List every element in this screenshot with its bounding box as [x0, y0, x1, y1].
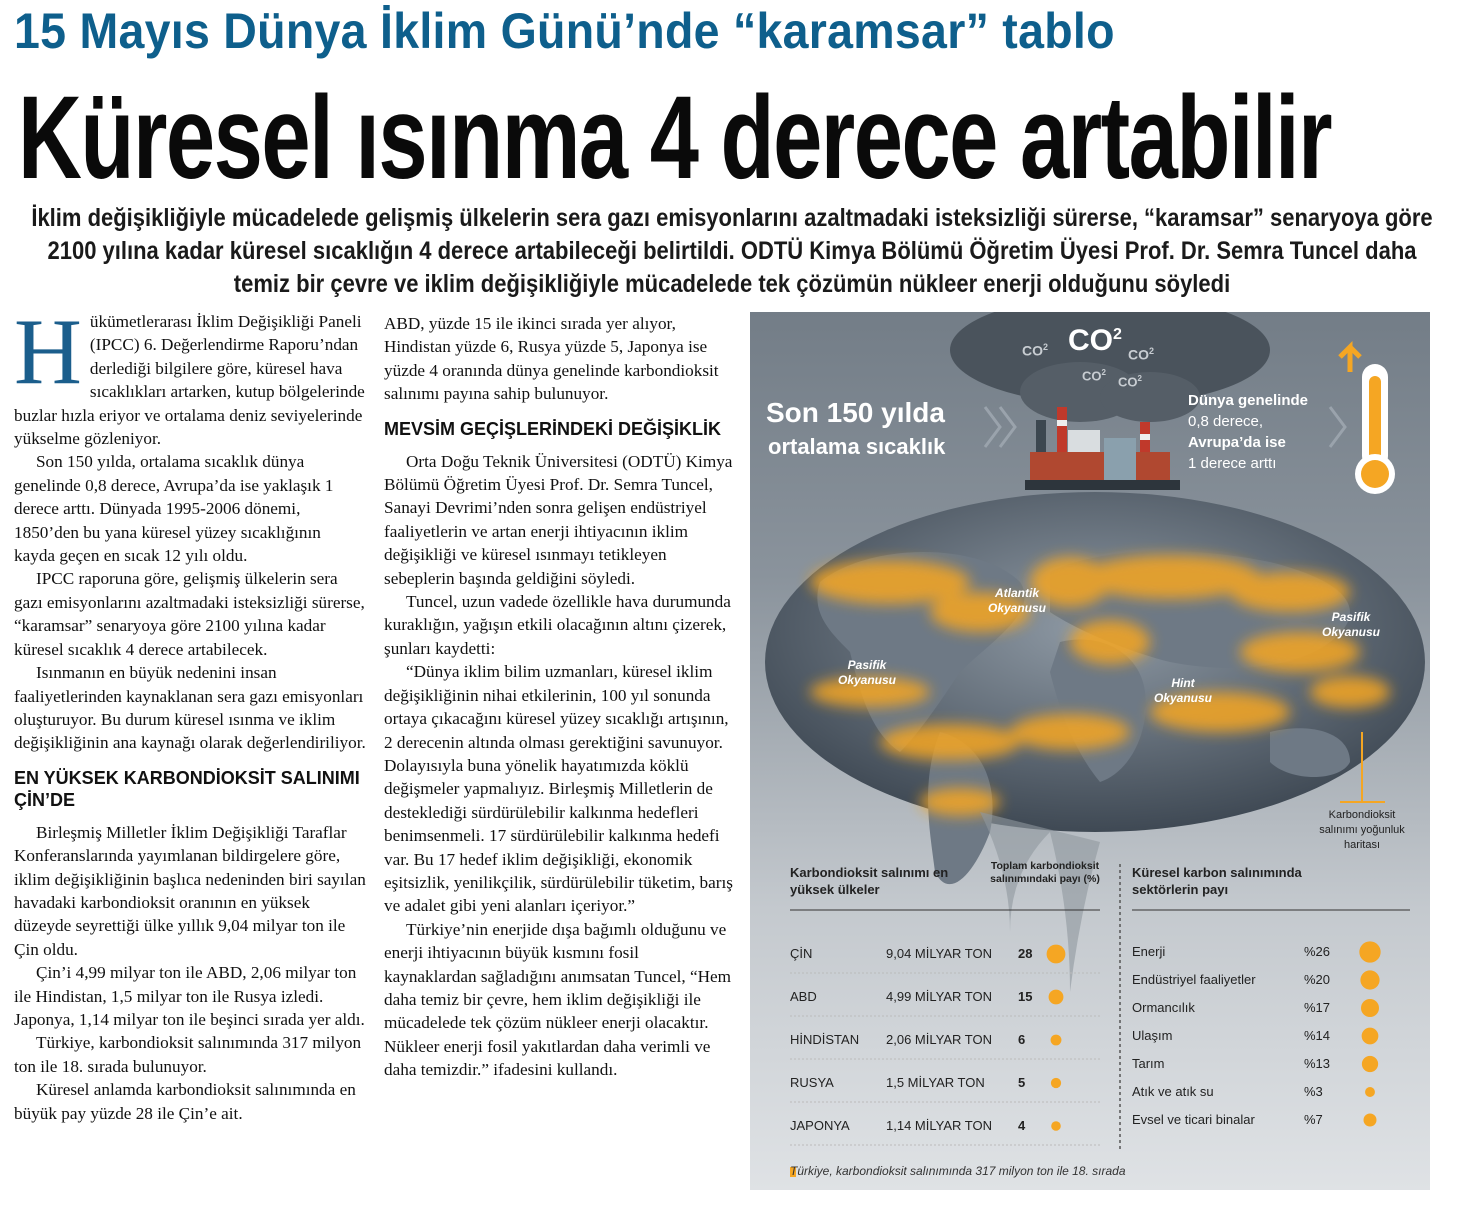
share-value: 5	[1018, 1075, 1026, 1090]
country-name: JAPONYA	[790, 1118, 850, 1133]
infographic	[750, 312, 1430, 1190]
emission-amount: 2,06 MİLYAR TON	[886, 1032, 992, 1047]
table-row	[790, 1116, 1110, 1136]
table-row	[790, 1030, 1110, 1050]
country-name: ÇİN	[790, 946, 813, 961]
co2-label-small: $CO^2$	[1128, 346, 1155, 363]
country-name: RUSYA	[790, 1075, 834, 1090]
sector-share: %17	[1304, 1000, 1331, 1015]
emission-amount: 9,04 MİLYAR TON	[886, 946, 992, 961]
sector-name: Endüstriyel faaliyetler	[1132, 972, 1256, 987]
paragraph: Son 150 yılda, ortalama sıcaklık dünya genelinde 0,8 derece, Avrupa’da ise yaklaşık 1 derece arttı. Dünyada 1995-2006 dönemi, 1850’den bu yana küresel yüzey sıcaklığının kayda geçen en sıcak 12 yılı oldu.	[14, 452, 334, 566]
share-value: 28	[1018, 946, 1033, 961]
share-value: 4	[1018, 1118, 1026, 1133]
sector-name: Atık ve atık su	[1132, 1084, 1214, 1099]
paragraph: Birleşmiş Milletler İklim Değişikliği Taraflar Konferanslarında yayımlanan bildirgelere göre, iklim değişikliğinin başlıca nedeninden biri sayılan havadaki karbondioksit oranının en yüksek düzeyde seyrettiği ülke yıllık 9,04 milyar ton ile Çin oldu.	[14, 822, 366, 959]
emission-amount: 1,5 MİLYAR TON	[886, 1075, 985, 1090]
paragraph: Küresel anlamda karbondioksit salınımında en büyük pay yüzde 28 ile Çin’e ait.	[14, 1080, 356, 1123]
kicker: 15 Mayıs Dünya İklim Günü’nde “karamsar” tablo	[14, 3, 1115, 59]
paragraph: ABD, yüzde 15 ile ikinci sırada yer alıyor, Hindistan yüzde 6, Rusya yüzde 5, Japonya ise yüzde 4 oranında dünya genelinde karbondioksit salınımı payına sahip bulunuyor.	[384, 314, 719, 404]
paragraph: ükümetlerarası İklim Değişikliği Paneli (IPCC) 6. Değerlendirme Raporu’ndan derlediği bilgilere göre, küresel hava sıcaklıkları artarken, kutup bölgelerinde buzlar hızla eriyor ve ortalama deniz seviyelerinde yükselme gözleniyor.	[14, 312, 365, 449]
sector-share: %13	[1304, 1056, 1331, 1071]
info-subtitle: ortalama sıcaklık	[768, 434, 946, 459]
co2-label-small: $CO^2$	[1082, 368, 1106, 384]
drop-cap: H	[14, 300, 82, 404]
sector-name: Ulaşım	[1132, 1028, 1173, 1043]
ocean-label-indian: Hint Okyanusu	[1153, 676, 1213, 705]
table-row	[1132, 1082, 1412, 1102]
table-row	[1132, 1110, 1412, 1130]
paragraph: “Dünya iklim bilim uzmanları, küresel iklim değişikliğinin nihai etkilerinin, 100 yıl sonunda ortaya çıkacağını küresel yüzey sıcaklığı artışının, 2 derecenin altında olması gerektiğini savunuyor. Dolayısıyla buna yönelik hayatımızda köklü değişmeler yapmalıyız. Birleşmiş Milletlerin de desteklediği sürdürülebilir kalkınma hedefleri benimsenmeli. 17 sürdürülebilir kalkınma hedefi var. Bu 17 hedef iklim değişikliği, ekonomik eşitsizlik, yenilikçilik, sürdürülebilir tüketim, barış ve adalet gibi yeni alanları içeriyor.”	[384, 662, 733, 916]
article-column-2	[384, 312, 734, 1082]
share-value: 15	[1018, 989, 1033, 1004]
paragraph: Tuncel, uzun vadede özellikle hava durumunda kuraklığın, yağışın etkili olacağının altını çizerek, şunları kaydetti:	[384, 592, 731, 658]
sector-name: Ormancılık	[1132, 1000, 1195, 1015]
temperature-facts: Dünya genelinde 0,8 derece, Avrupa’da ise 1 derece arttı	[1188, 392, 1309, 472]
subheading: EN YÜKSEK KARBONDİOKSİT SALINIMI ÇİN’DE	[14, 767, 360, 810]
table-title-countries: Karbondioksit salınımı en yüksek ülkeler	[790, 865, 949, 897]
table-row	[1132, 1054, 1412, 1074]
paragraph: Isınmanın en büyük nedenini insan faaliyetlerinden kaynaklanan sera gazı emisyonları oluşturuyor. Bu durum küresel ısınma ve iklim değişikliğinin ana kaynağı olarak değerlendiriliyor.	[14, 663, 366, 753]
sector-share: %20	[1304, 972, 1331, 987]
ocean-label-pacific: Pasifik Okyanusu	[837, 658, 897, 687]
table-row	[1132, 942, 1412, 962]
sector-share: %7	[1304, 1112, 1323, 1127]
table-row	[790, 987, 1110, 1007]
co2-label-small: $CO^2$	[1118, 374, 1142, 390]
table-title-sectors: Küresel karbon salınımında sektörlerin payı	[1132, 865, 1302, 897]
country-name: HİNDİSTAN	[790, 1032, 860, 1047]
paragraph: Türkiye’nin enerjide dışa bağımlı olduğunu ve enerji ihtiyacının büyük kısmını fosil kaynaklardan sağladığını anımsatan Tuncel, “Hem daha temiz bir çevre, hem iklim değişikliği ile mücadelede tek çözüm nükleer enerji olacaktır. Nükleer enerji fosil yakıtlardan daha verimli ve daha temizdir.” ifadesini kullandı.	[384, 919, 732, 1080]
country-name: ABD	[790, 989, 817, 1004]
sector-name: Tarım	[1132, 1056, 1165, 1071]
share-value: 6	[1018, 1032, 1026, 1047]
sector-name: Evsel ve ticari binalar	[1132, 1112, 1255, 1127]
paragraph: Türkiye, karbondioksit salınımında 317 milyon ton ile 18. sırada bulunuyor.	[14, 1033, 362, 1076]
article-column-1	[14, 300, 366, 1125]
emission-amount: 1,14 MİLYAR TON	[886, 1118, 992, 1133]
thermometer-icon	[1355, 364, 1395, 494]
paragraph: IPCC raporuna göre, gelişmiş ülkelerin sera gazı emisyonlarını azaltmadaki isteksizliği sürerse, “karamsar” senaryoya göre 2100 yılına kadar küresel sıcaklık 4 derece artabilecek.	[14, 569, 365, 659]
sector-share: %14	[1304, 1028, 1331, 1043]
paragraph: Çin’i 4,99 milyar ton ile ABD, 2,06 milyar ton ile Hindistan, 1,5 milyar ton ile Rusya izledi. Japonya, 1,14 milyar ton ile beşinci sırada yer aldı.	[14, 963, 365, 1029]
subheading: MEVSİM GEÇİŞLERİNDEKİ DEĞİŞİKLİK	[384, 418, 722, 439]
info-title: Son 150 yılda	[766, 397, 945, 428]
sector-share: %26	[1304, 944, 1331, 959]
ocean-label-atlantic: Atlantik Okyanusu	[987, 586, 1047, 615]
sector-name: Enerji	[1132, 944, 1166, 959]
paragraph: Orta Doğu Teknik Üniversitesi (ODTÜ) Kimya Bölümü Öğretim Üyesi Prof. Dr. Semra Tuncel, Sanayi Devrimi’nden sonra gelişen endüstriyel faaliyetlerin ve artan enerji ihtiyacının iklim değişikliği ve küresel ısınmayı tetikleyen sebeplerin başında geldiğini söyledi.	[384, 451, 733, 588]
footnote: Türkiye, karbondioksit salınımında 317 milyon ton ile 18. sırada	[790, 1164, 1126, 1178]
ocean-label-pacific: Pasifik Okyanusu	[1321, 610, 1381, 639]
density-map-caption: Karbondioksit salınımı yoğunluk haritası	[1319, 809, 1405, 851]
co2-label-large: $CO^2$	[1068, 324, 1122, 357]
headline: Küresel ısınma 4 derece artabilir	[18, 72, 1332, 204]
table-row	[790, 1073, 1110, 1093]
spot-text: İklim değişikliğiyle mücadelede gelişmiş ülkelerin sera gazı emisyonlarını azaltmadaki isteksizliği sürerse, “karamsar” senaryoya göre 2100 yılına kadar küresel sıcaklığın 4 derece artabileceği belirtildi. ODTÜ Kimya Bölümü Öğretim Üyesi Prof. Dr. Semra Tuncel daha temiz bir çevre ve iklim değişikliğiyle mücadelede tek çözümün nükleer enerji olduğunu söyledi	[31, 204, 1433, 298]
sector-share: %3	[1304, 1084, 1323, 1099]
table-row	[1132, 998, 1412, 1018]
table-row	[1132, 1026, 1412, 1046]
co2-label-small: $CO^2$	[1022, 342, 1049, 359]
table-row	[790, 944, 1110, 964]
table-header-share: Toplam karbondioksit salınımındaki payı (%)	[990, 860, 1100, 885]
emission-amount: 4,99 MİLYAR TON	[886, 989, 992, 1004]
table-row	[1132, 970, 1412, 990]
